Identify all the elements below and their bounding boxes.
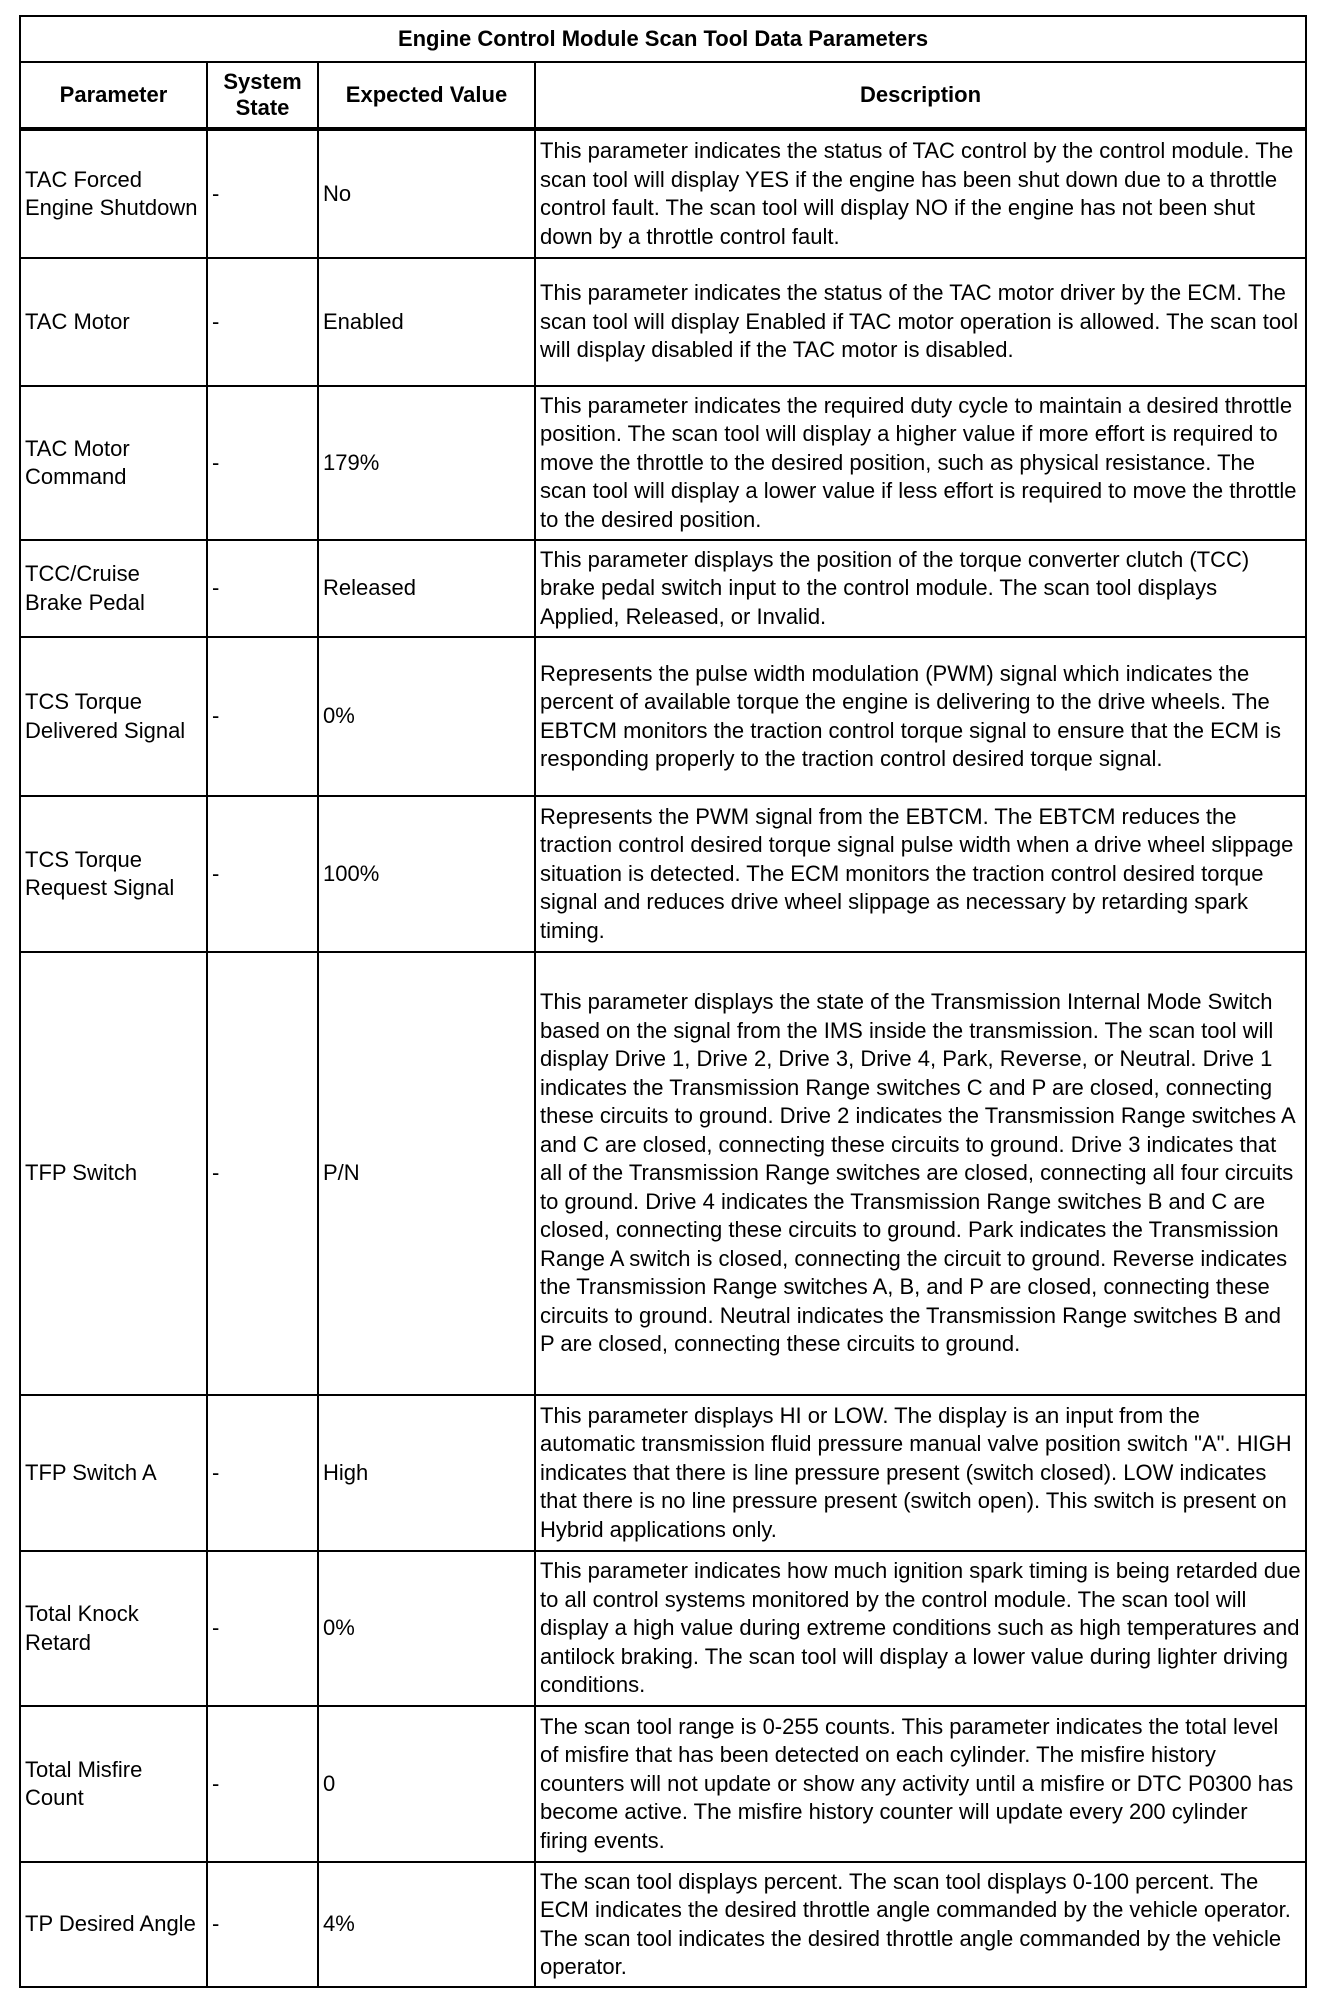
description-cell: This parameter indicates the status of the TAC motor driver by the ECM. The scan tool will display Enabled if TAC motor operation is allowed. The scan tool will display disabled if the TAC motor is disabled. (535, 258, 1306, 386)
description-cell: This parameter indicates the required duty cycle to maintain a desired throttle position. The scan tool will display a higher value if more effort is required to move the throttle to the desired position, such as physical resistance. The scan tool will display a lower value if less effort is required to move the throttle to the desired position. (535, 386, 1306, 540)
parameter-cell: TCS Torque Delivered Signal (20, 637, 207, 796)
table-title: Engine Control Module Scan Tool Data Parameters (20, 16, 1306, 62)
parameter-cell: TAC Motor (20, 258, 207, 386)
header-description: Description (535, 62, 1306, 129)
description-cell: This parameter displays the state of the Transmission Internal Mode Switch based on the signal from the IMS inside the transmission. The scan tool will display Drive 1, Drive 2, Drive 3, Drive 4, Park, Reverse, or Neutral. Drive 1 indicates the Transmission Range switches C and P are closed, connecting these circuits to ground. Drive 2 indicates the Transmission Range switches A and C are closed, connecting these circuits to ground. Drive 3 indicates that all of the Transmission Range switches are closed, connecting all four circuits to ground. Drive 4 indicates the Transmission Range switches B and C are closed, connecting these circuits to ground. Park indicates the Transmission Range A switch is closed, connecting the circuit to ground. Reverse indicates the Transmission Range switches A, B, and P are closed, connecting these circuits to ground. Neutral indicates the Transmission Range switches B and P are closed, connecting these circuits to ground. (535, 952, 1306, 1395)
expected-value-cell: Enabled (318, 258, 535, 386)
expected-value-cell: 179% (318, 386, 535, 540)
expected-value-cell: 0 (318, 1706, 535, 1862)
description-cell: Represents the pulse width modulation (PWM) signal which indicates the percent of available torque the engine is delivering to the drive wheels. The EBTCM monitors the traction control torque signal to ensure that the ECM is responding properly to the traction control desired torque signal. (535, 637, 1306, 796)
system-state-cell: - (207, 540, 318, 637)
description-cell: The scan tool range is 0-255 counts. This parameter indicates the total level of misfire that has been detected on each cylinder. The misfire history counters will not update or show any activity until a misfire or DTC P0300 has become active. The misfire history counter will update every 200 cylinder firing events. (535, 1706, 1306, 1862)
expected-value-cell: P/N (318, 952, 535, 1395)
header-expected-value: Expected Value (318, 62, 535, 129)
system-state-cell: - (207, 1551, 318, 1706)
system-state-cell: - (207, 1706, 318, 1862)
header-system-state: System State (207, 62, 318, 129)
parameter-cell: TP Desired Angle (20, 1862, 207, 1987)
parameter-cell: TFP Switch A (20, 1395, 207, 1551)
table-row (20, 1706, 1306, 1862)
description-cell: This parameter indicates how much ignition spark timing is being retarded due to all control systems monitored by the control module. The scan tool will display a high value during extreme conditions such as high temperatures and antilock braking. The scan tool will display a lower value during lighter driving conditions. (535, 1551, 1306, 1706)
parameter-cell: TCS Torque Request Signal (20, 796, 207, 952)
table-row (20, 129, 1306, 258)
description-cell: Represents the PWM signal from the EBTCM. The EBTCM reduces the traction control desired torque signal pulse width when a drive wheel slippage situation is detected. The ECM monitors the traction control desired torque signal and reduces drive wheel slippage as necessary by retarding spark timing. (535, 796, 1306, 952)
table-row (20, 796, 1306, 952)
system-state-cell: - (207, 258, 318, 386)
table-row (20, 1395, 1306, 1551)
expected-value-cell: No (318, 129, 535, 258)
system-state-cell: - (207, 386, 318, 540)
table-row (20, 637, 1306, 796)
header-parameter: Parameter (20, 62, 207, 129)
table-row (20, 258, 1306, 386)
system-state-cell: - (207, 796, 318, 952)
expected-value-cell: 4% (318, 1862, 535, 1987)
description-cell: This parameter displays HI or LOW. The display is an input from the automatic transmission fluid pressure manual valve position switch "A". HIGH indicates that there is line pressure present (switch closed). LOW indicates that there is no line pressure present (switch open). This switch is present on Hybrid applications only. (535, 1395, 1306, 1551)
table-row (20, 540, 1306, 637)
parameter-cell: TFP Switch (20, 952, 207, 1395)
parameter-cell: TAC Motor Command (20, 386, 207, 540)
table-row (20, 952, 1306, 1395)
parameter-cell: Total Misfire Count (20, 1706, 207, 1862)
parameter-cell: TCC/Cruise Brake Pedal (20, 540, 207, 637)
system-state-cell: - (207, 1395, 318, 1551)
description-cell: This parameter displays the position of the torque converter clutch (TCC) brake pedal switch input to the control module. The scan tool displays Applied, Released, or Invalid. (535, 540, 1306, 637)
expected-value-cell: 0% (318, 637, 535, 796)
expected-value-cell: High (318, 1395, 535, 1551)
description-cell: This parameter indicates the status of TAC control by the control module. The scan tool will display YES if the engine has been shut down due to a throttle control fault. The scan tool will display NO if the engine has not been shut down by a throttle control fault. (535, 129, 1306, 258)
table-row (20, 386, 1306, 540)
parameter-cell: Total Knock Retard (20, 1551, 207, 1706)
parameter-cell: TAC Forced Engine Shutdown (20, 129, 207, 258)
description-cell: The scan tool displays percent. The scan tool displays 0-100 percent. The ECM indicates the desired throttle angle commanded by the vehicle operator. The scan tool indicates the desired throttle angle commanded by the vehicle operator. (535, 1862, 1306, 1987)
expected-value-cell: 0% (318, 1551, 535, 1706)
expected-value-cell: 100% (318, 796, 535, 952)
scan-tool-data-table (19, 15, 1307, 1988)
table-row (20, 1551, 1306, 1706)
table-row (20, 1862, 1306, 1987)
system-state-cell: - (207, 129, 318, 258)
system-state-cell: - (207, 952, 318, 1395)
system-state-cell: - (207, 637, 318, 796)
expected-value-cell: Released (318, 540, 535, 637)
system-state-cell: - (207, 1862, 318, 1987)
